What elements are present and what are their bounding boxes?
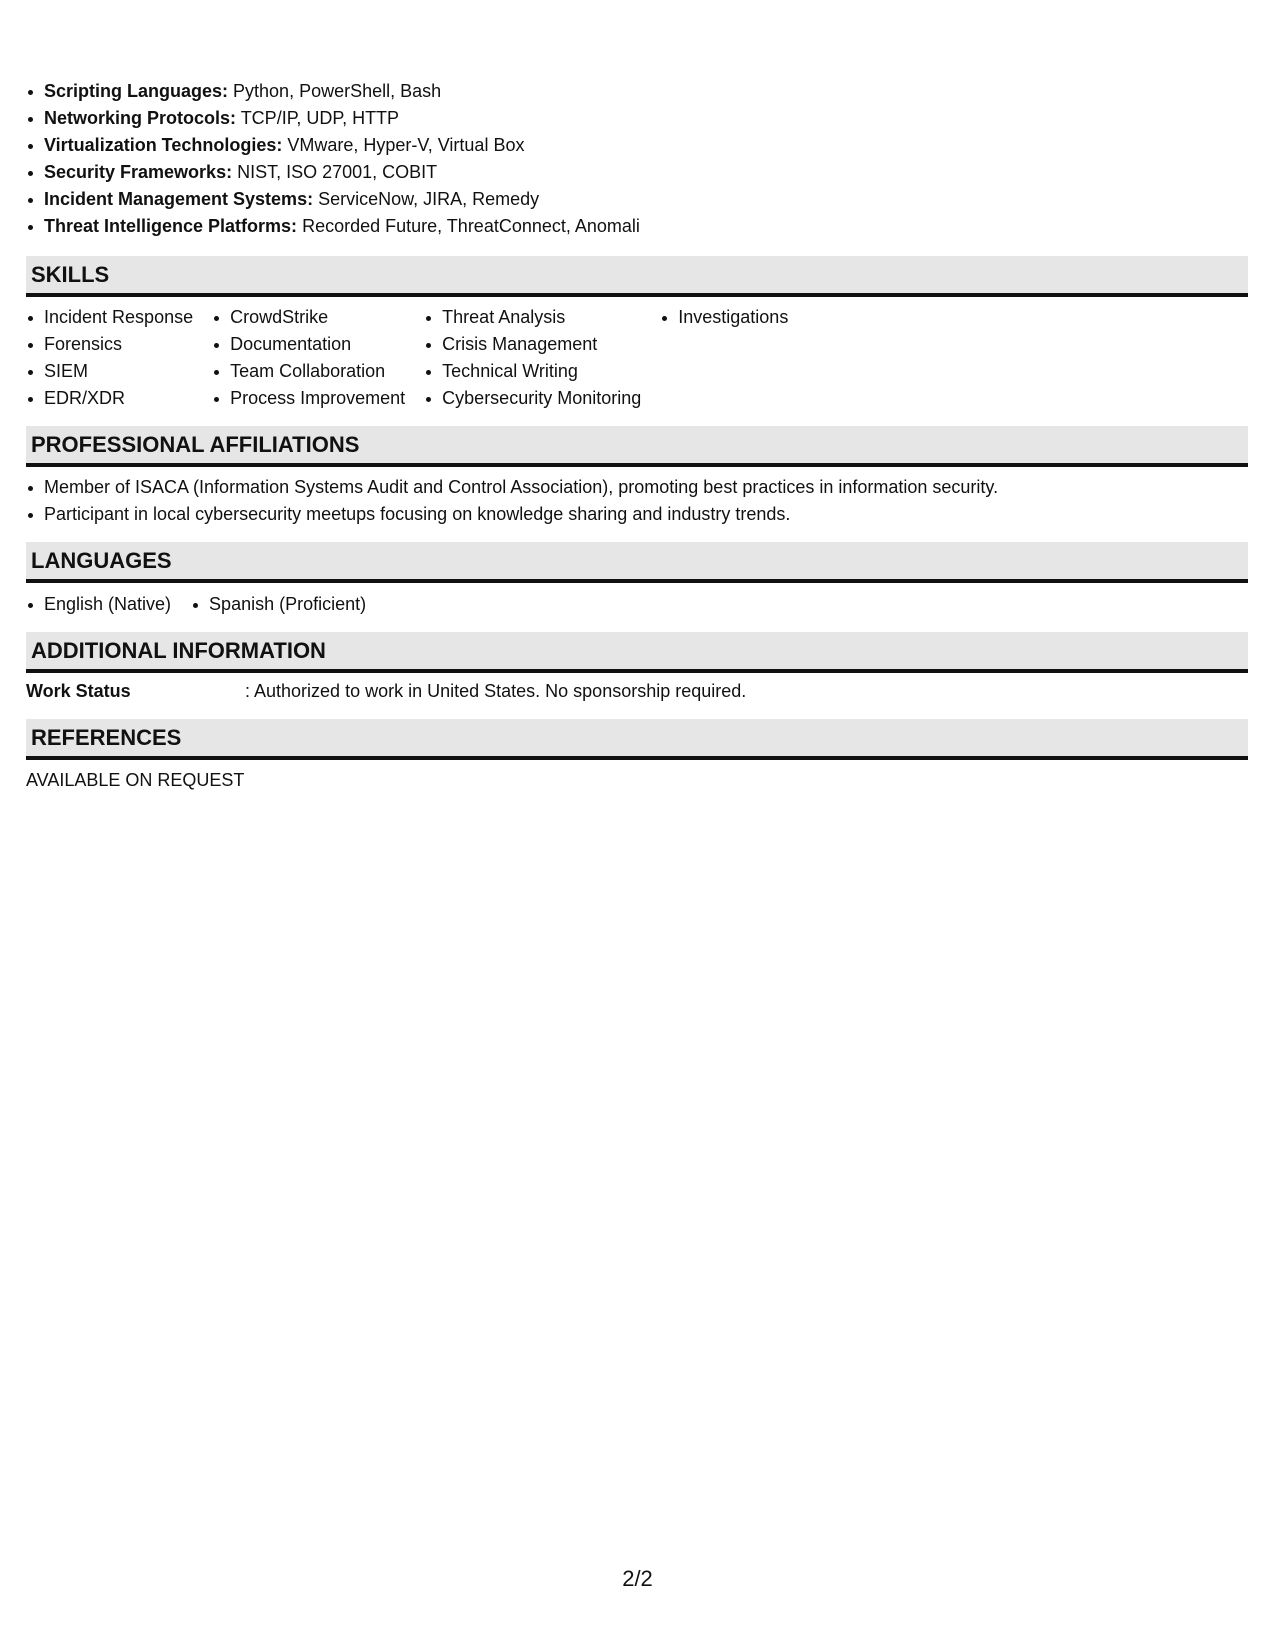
list-item <box>26 132 1248 159</box>
additional-info-section-header: ADDITIONAL INFORMATION <box>26 632 1248 673</box>
skill-item: Forensics <box>26 331 193 358</box>
list-item <box>26 78 1248 105</box>
affiliations-section-header: PROFESSIONAL AFFILIATIONS <box>26 426 1248 467</box>
references-text: AVAILABLE ON REQUEST <box>26 770 245 790</box>
skill-item: Documentation <box>212 331 405 358</box>
list-item <box>26 159 1248 186</box>
list-item <box>26 186 1248 213</box>
affiliation-item: Member of ISACA (Information Systems Audit and Control Association), promoting best practices in information security. <box>26 474 1248 501</box>
skills-grid <box>26 304 1248 412</box>
tech-label: Threat Intelligence Platforms: <box>44 216 298 236</box>
tech-value: ServiceNow, JIRA, Remedy <box>313 189 540 209</box>
skills-column-4 <box>660 304 788 412</box>
tech-value: NIST, ISO 27001, COBIT <box>232 162 438 182</box>
skill-item: Process Improvement <box>212 385 405 412</box>
skills-section-header: SKILLS <box>26 256 1248 297</box>
work-status-row <box>26 678 1248 705</box>
tech-label: Security Frameworks: <box>44 162 233 182</box>
affiliation-item: Participant in local cybersecurity meetups focusing on knowledge sharing and industry trends. <box>26 501 1248 528</box>
skill-item: Team Collaboration <box>212 358 405 385</box>
page-number: 2/2 <box>622 1566 653 1591</box>
skill-item: CrowdStrike <box>212 304 405 331</box>
tech-value: Python, PowerShell, Bash <box>228 81 442 101</box>
tech-value: Recorded Future, ThreatConnect, Anomali <box>297 216 640 236</box>
affiliations-list <box>26 474 1248 528</box>
languages-list <box>26 591 1248 618</box>
skills-column-1 <box>26 304 193 412</box>
tech-value: TCP/IP, UDP, HTTP <box>236 108 400 128</box>
skills-column-2 <box>212 304 405 412</box>
skill-item: Threat Analysis <box>424 304 641 331</box>
skill-item: SIEM <box>26 358 193 385</box>
technical-skills-list <box>26 78 1248 240</box>
skill-item: Technical Writing <box>424 358 641 385</box>
work-status-label: Work Status <box>26 681 131 701</box>
languages-section-header: LANGUAGES <box>26 542 1248 583</box>
tech-label: Scripting Languages: <box>44 81 229 101</box>
skill-item: Investigations <box>660 304 788 331</box>
language-item: English (Native) <box>26 591 171 618</box>
tech-label: Virtualization Technologies: <box>44 135 283 155</box>
resume-page <box>26 78 1248 794</box>
skills-column-3 <box>424 304 641 412</box>
language-item: Spanish (Proficient) <box>191 591 366 618</box>
tech-label: Incident Management Systems: <box>44 189 314 209</box>
list-item <box>26 105 1248 132</box>
tech-label: Networking Protocols: <box>44 108 237 128</box>
references-section-header: REFERENCES <box>26 719 1248 760</box>
skill-item: Cybersecurity Monitoring <box>424 385 641 412</box>
skill-item: EDR/XDR <box>26 385 193 412</box>
tech-value: VMware, Hyper-V, Virtual Box <box>282 135 525 155</box>
skill-item: Crisis Management <box>424 331 641 358</box>
list-item <box>26 213 1248 240</box>
skill-item: Incident Response <box>26 304 193 331</box>
work-status-value: : Authorized to work in United States. No sponsorship required. <box>245 681 747 701</box>
